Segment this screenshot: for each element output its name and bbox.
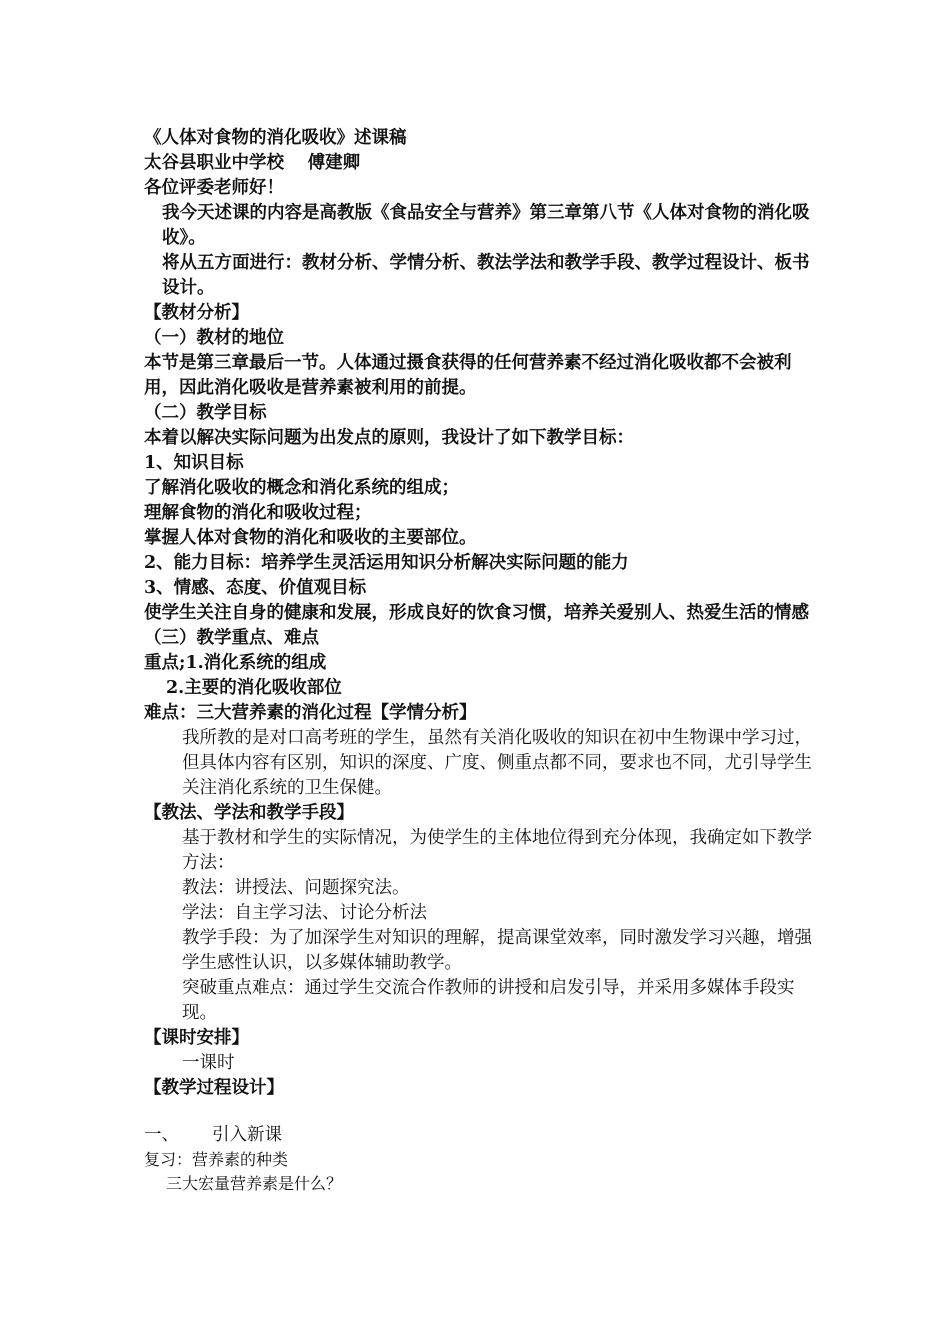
blank-line — [144, 1101, 814, 1123]
class-hours: 一课时 — [182, 1053, 235, 1073]
goal-knowledge-item-1: 了解消化吸收的概念和消化系统的组成； — [144, 478, 459, 498]
breakthrough-paragraph: 突破重点难点：通过学生交流合作教师的讲授和启发引导，并采用多媒体手段实现。 — [182, 978, 795, 1023]
subheading-position: （一）教材的地位 — [144, 328, 284, 348]
position-paragraph: 本节是第三章最后一节。人体通过摄食获得的任何营养素不经过消化吸收都不会被利用，因此消化吸收是营养素被利用的前提。 — [144, 353, 792, 398]
review-line: 复习：营养素的种类 — [144, 1150, 289, 1169]
step-title: 引入新课 — [212, 1125, 282, 1145]
teaching-means-paragraph: 教学手段：为了加深学生对知识的理解，提高课堂效率，同时激发学习兴趣，增强学生感性认识，以多媒体辅助教学。 — [182, 928, 812, 973]
section-heading-process: 【教学过程设计】 — [144, 1078, 284, 1098]
section-heading-hours: 【课时安排】 — [144, 1028, 249, 1048]
goal-attitude-paragraph: 使学生关注自身的健康和发展，形成良好的饮食习惯，培养关爱别人、热爱生活的情感 — [144, 603, 809, 623]
goal-attitude-heading: 3、情感、态度、价值观目标 — [144, 578, 367, 598]
intro-paragraph-1: 我今天述课的内容是高教版《食品安全与营养》第三章第八节《人体对食物的消化吸收》。 — [162, 203, 810, 248]
document-page — [144, 126, 814, 1196]
intro-paragraph-2: 将从五方面进行：教材分析、学情分析、教法学法和教学手段、教学过程设计、板书设计。 — [162, 253, 810, 298]
goal-ability: 2、能力目标：培养学生灵活运用知识分析解决实际问题的能力 — [144, 553, 629, 573]
goals-intro: 本着以解决实际问题为出发点的原则，我设计了如下教学目标： — [144, 428, 634, 448]
section-heading-methods: 【教法、学法和教学手段】 — [144, 803, 354, 823]
key-point-1: 重点;1.消化系统的组成 — [144, 653, 327, 673]
goal-knowledge-item-3: 掌握人体对食物的消化和吸收的主要部位。 — [144, 528, 477, 548]
goal-knowledge-heading: 1、知识目标 — [144, 453, 244, 473]
step-number: 一、 — [144, 1125, 179, 1145]
greeting: 各位评委老师好！ — [144, 178, 284, 198]
subheading-key-points: （三）教学重点、难点 — [144, 628, 319, 648]
doc-title: 《人体对食物的消化吸收》述课稿 — [144, 128, 407, 148]
doc-author: 太谷县职业中学校 傅建卿 — [144, 153, 361, 173]
review-question: 三大宏量营养素是什么？ — [166, 1174, 343, 1193]
learner-paragraph: 我所教的是对口高考班的学生，虽然有关消化吸收的知识在初中生物课中学习过，但具体内容有区别，知识的深度、广度、侧重点都不同，要求也不同，尤引导学生关注消化系统的卫生保健。 — [182, 728, 812, 798]
methods-intro-paragraph: 基于教材和学生的实际情况，为使学生的主体地位得到充分体现，我确定如下教学方法： — [182, 828, 812, 873]
section-heading-textbook: 【教材分析】 — [144, 303, 249, 323]
subheading-goals: （二）教学目标 — [144, 403, 267, 423]
goal-knowledge-item-2: 理解食物的消化和吸收过程； — [144, 503, 372, 523]
teaching-method: 教法：讲授法、问题探究法。 — [182, 878, 410, 898]
learning-method: 学法：自主学习法、讨论分析法 — [182, 903, 427, 923]
difficult-point: 难点：三大营养素的消化过程【学情分析】 — [144, 703, 477, 723]
key-point-2: 2.主要的消化吸收部位 — [166, 678, 342, 698]
step-heading — [144, 1123, 814, 1148]
